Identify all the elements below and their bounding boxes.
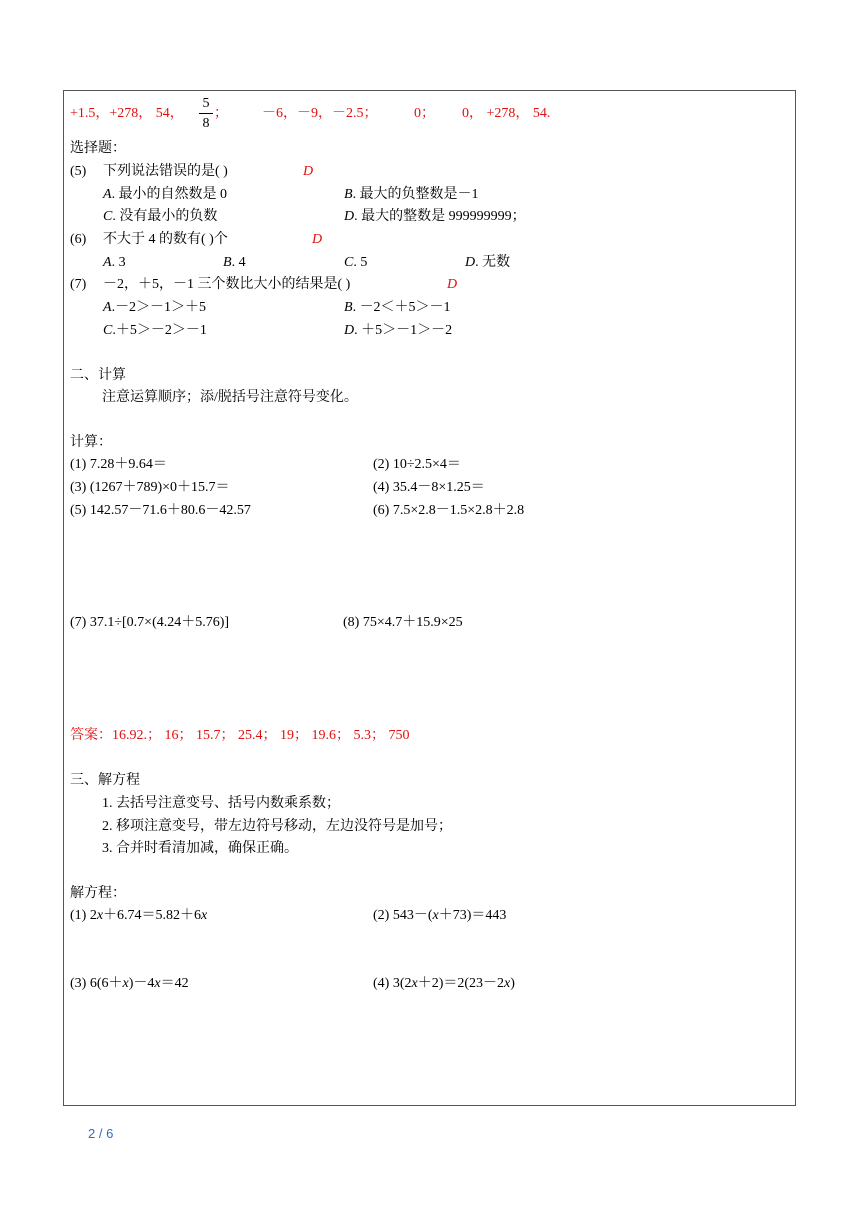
answer-line-part2: ；: [214, 106, 228, 121]
fraction-denominator: 8: [202, 116, 210, 131]
q6-option-c: C. 5: [344, 255, 368, 270]
q6-option-b: B. 4: [223, 255, 246, 270]
q7-number: (7): [70, 277, 87, 292]
q7-option-b: B. －2＜＋5＞－1: [344, 300, 451, 315]
calc-problem-7: (7) 37.1÷[0.7×(4.24＋5.76)]: [70, 615, 230, 630]
q6-option-d: D. 无数: [465, 255, 511, 270]
section3-tip-1: 1. 去括号注意变号、括号内数乘系数；: [102, 796, 340, 811]
q5-number: (5): [70, 164, 87, 179]
equation-2: (2) 543－(x＋73)＝443: [373, 908, 507, 923]
calc-heading: 计算：: [70, 435, 112, 450]
page-number: 2 / 6: [88, 1126, 114, 1141]
fraction-bar: [199, 113, 213, 114]
q6-answer: D: [312, 232, 323, 247]
section3-title: 三、解方程: [70, 773, 140, 788]
calc-problem-8: (8) 75×4.7＋15.9×25: [343, 615, 463, 630]
calc-problem-2: (2) 10÷2.5×4＝: [373, 457, 461, 472]
q6-number: (6): [70, 232, 87, 247]
equation-heading: 解方程：: [70, 886, 126, 901]
answer-line-part1: +1.5，+278， 54，: [70, 106, 184, 121]
section2-title: 二、计算: [70, 368, 126, 383]
section3-tip-2: 2. 移项注意变号，带左边符号移动，左边没符号是加号；: [102, 819, 452, 834]
calc-problem-1: (1) 7.28＋9.64＝: [70, 457, 167, 472]
q5-option-a: A. 最小的自然数是 0: [103, 187, 228, 202]
calc-problem-4: (4) 35.4－8×1.25＝: [373, 480, 485, 495]
calc-problem-6: (6) 7.5×2.8－1.5×2.8＋2.8: [373, 503, 525, 518]
q7-option-c: C.＋5＞－2＞－1: [103, 323, 207, 338]
q5-option-c: C. 没有最小的负数: [103, 209, 218, 224]
q7-text: －2，＋5，－1 三个数比大小的结果是( ): [103, 277, 351, 292]
answer-line-part3: －6，－9，－2.5；: [262, 106, 378, 121]
q5-option-b: B. 最大的负整数是－1: [344, 187, 479, 202]
section2-note: 注意运算顺序；添/脱括号注意符号变化。: [102, 390, 358, 405]
q5-answer: D: [303, 164, 314, 179]
answer-line-part4: 0；: [414, 106, 435, 121]
choice-heading: 选择题：: [70, 141, 126, 156]
q6-text: 不大于 4 的数有( )个: [103, 232, 228, 247]
q7-option-d: D. ＋5＞－1＞－2: [344, 323, 453, 338]
equation-4: (4) 3(2x＋2)＝2(23－2x): [373, 976, 515, 991]
q6-option-a: A. 3: [103, 255, 126, 270]
q5-option-d: D. 最大的整数是 999999999；: [344, 209, 526, 224]
q7-answer: D: [447, 277, 458, 292]
fraction-numerator: 5: [202, 96, 210, 111]
calc-answers: 答案：16.92.； 16； 15.7； 25.4； 19； 19.6； 5.3； 750: [70, 728, 410, 743]
fraction-five-eighths: [199, 95, 213, 132]
q5-text: 下列说法错误的是( ): [103, 164, 228, 179]
answer-line-part5: 0， +278， 54.: [462, 106, 551, 121]
calc-problem-3: (3) (1267＋789)×0＋15.7＝: [70, 480, 230, 495]
calc-problem-5: (5) 142.57－71.6＋80.6－42.57: [70, 503, 251, 518]
q7-option-a: A.－2＞－1＞＋5: [103, 300, 207, 315]
equation-1: (1) 2x＋6.74＝5.82＋6x: [70, 908, 208, 923]
equation-3: (3) 6(6＋x)－4x＝42: [70, 976, 189, 991]
section3-tip-3: 3. 合并时看清加减，确保正确。: [102, 841, 298, 856]
